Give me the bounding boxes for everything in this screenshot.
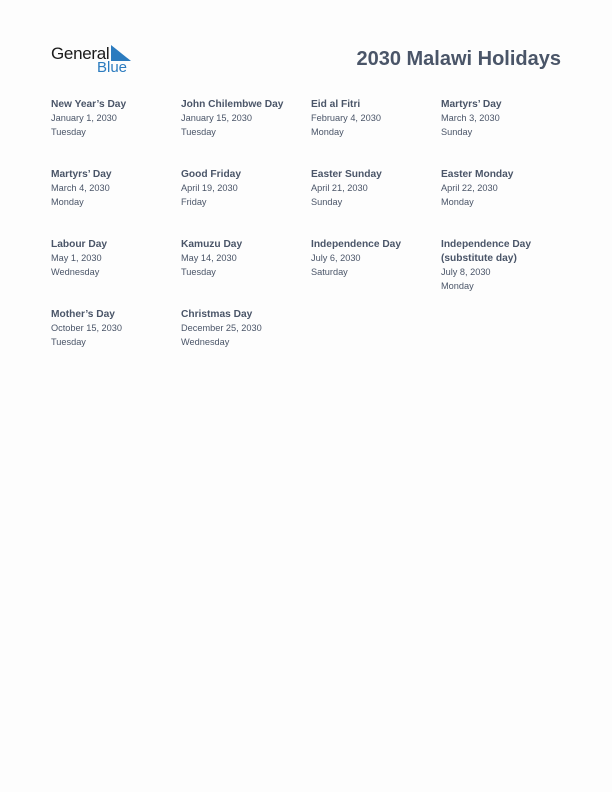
holiday-item xyxy=(441,238,551,294)
holiday-date: February 4, 2030 xyxy=(311,113,381,123)
holiday-date: July 6, 2030 xyxy=(311,253,361,263)
holiday-name: Eid al Fitri xyxy=(311,99,361,110)
holiday-date: May 14, 2030 xyxy=(181,253,237,263)
holiday-name: Easter Sunday xyxy=(311,169,382,180)
holiday-name: Independence Day xyxy=(311,239,402,250)
holiday-weekday: Monday xyxy=(311,126,344,137)
holiday-name: New Year’s Day xyxy=(51,99,127,110)
holiday-weekday: Tuesday xyxy=(181,266,216,277)
holiday-date: July 8, 2030 xyxy=(441,267,491,277)
holiday-date: January 1, 2030 xyxy=(51,113,117,123)
logo-text-blue: Blue xyxy=(97,59,128,76)
holiday-name: Mother’s Day xyxy=(51,309,115,320)
holiday-item xyxy=(51,168,179,210)
page-title: 2030 Malawi Holidays xyxy=(356,48,561,70)
holiday-item xyxy=(181,168,309,210)
holiday-weekday: Monday xyxy=(441,280,474,291)
holiday-name: Easter Monday xyxy=(441,169,514,180)
holiday-weekday: Wednesday xyxy=(51,266,100,277)
holiday-name: Kamuzu Day xyxy=(181,239,243,250)
holiday-date: April 19, 2030 xyxy=(181,183,238,193)
holiday-weekday: Saturday xyxy=(311,266,348,277)
holiday-item xyxy=(181,308,309,350)
holiday-weekday: Monday xyxy=(441,196,474,207)
holiday-weekday: Wednesday xyxy=(181,336,230,347)
holiday-item xyxy=(51,238,179,280)
holiday-date: April 21, 2030 xyxy=(311,183,368,193)
holiday-name: Christmas Day xyxy=(181,309,253,320)
holiday-name: Martyrs’ Day xyxy=(441,99,502,110)
holiday-item xyxy=(311,98,439,140)
holiday-weekday: Tuesday xyxy=(51,126,86,137)
holiday-name: Good Friday xyxy=(181,169,241,180)
holiday-date: March 4, 2030 xyxy=(51,183,110,193)
holiday-date: October 15, 2030 xyxy=(51,323,122,333)
holiday-weekday: Monday xyxy=(51,196,84,207)
holiday-date: January 15, 2030 xyxy=(181,113,253,123)
logo-text-general: General xyxy=(51,44,110,63)
holiday-weekday: Sunday xyxy=(311,196,343,207)
holiday-weekday: Sunday xyxy=(441,126,473,137)
holiday-item xyxy=(181,98,309,140)
holiday-item xyxy=(51,98,179,140)
holiday-item xyxy=(181,238,309,280)
holiday-name: Independence Day (substitute day) xyxy=(441,239,532,264)
holiday-date: May 1, 2030 xyxy=(51,253,102,263)
holiday-item xyxy=(311,168,439,210)
holiday-item xyxy=(51,308,179,350)
holiday-item xyxy=(311,238,439,280)
holiday-weekday: Tuesday xyxy=(181,126,216,137)
holiday-item xyxy=(441,98,569,140)
holiday-name: Labour Day xyxy=(51,239,108,250)
generalblue-logo xyxy=(51,44,141,78)
holiday-weekday: Tuesday xyxy=(51,336,86,347)
holiday-date: December 25, 2030 xyxy=(181,323,262,333)
holiday-name: Martyrs’ Day xyxy=(51,169,112,180)
holiday-date: April 22, 2030 xyxy=(441,183,498,193)
holiday-item xyxy=(441,168,569,210)
holiday-date: March 3, 2030 xyxy=(441,113,500,123)
holiday-weekday: Friday xyxy=(181,196,207,207)
holiday-name: John Chilembwe Day xyxy=(181,99,284,110)
